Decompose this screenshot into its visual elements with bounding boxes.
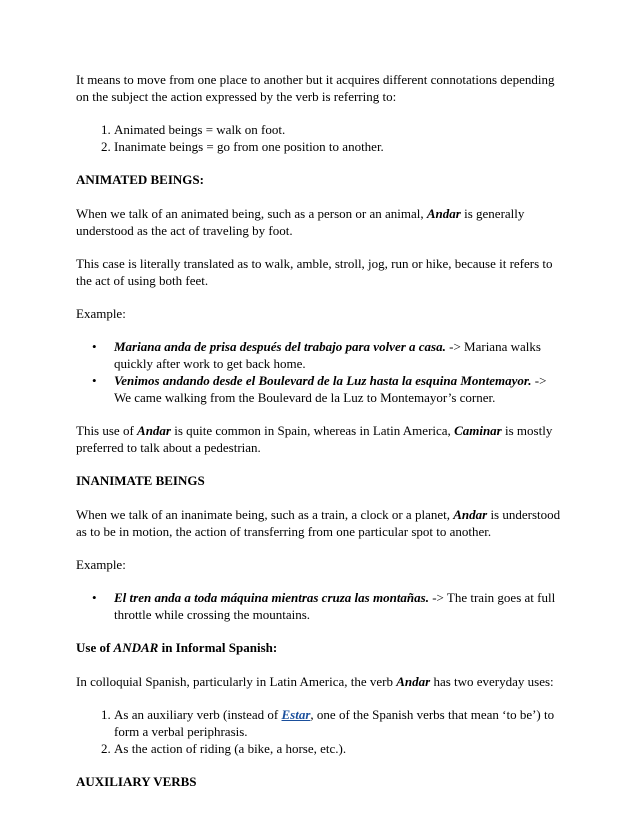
example-label: Example: [76, 557, 126, 572]
inanimate-paragraph: When we talk of an inanimate being, such as a train, a clock or a planet, Andar is understood as to be in motion, the action of transferring from one particular spot to another. [76, 507, 561, 539]
animated-paragraph: When we talk of an animated being, such as a person or an animal, Andar is generally understood as the act of traveling by foot. [76, 206, 525, 238]
intro-list [76, 121, 566, 155]
list-item: • Venimos andando desde el Boulevard de la Luz hasta la esquina Montemayor. -> We came walking from the Boulevard de la Luz to Montemayor’s corner. [92, 373, 547, 405]
list-item: 2. As the action of riding (a bike, a horse, etc.). [114, 740, 566, 757]
bullet-icon: • [92, 373, 97, 388]
estar-link[interactable]: Estar [281, 707, 311, 722]
list-item: 1. As an auxiliary verb (instead of Estar, one of the Spanish verbs that mean ‘to be’) to form a verbal periphrasis. [114, 706, 566, 740]
informal-heading: Use of ANDAR in Informal Spanish: [76, 640, 278, 655]
bullet-icon: • [92, 590, 97, 605]
list-item: • El tren anda a toda máquina mientras cruza las montañas. -> The train goes at full throttle while crossing the mountains. [92, 590, 556, 622]
example-label: Example: [76, 306, 126, 321]
informal-paragraph: In colloquial Spanish, particularly in Latin America, the verb Andar has two everyday uses: [76, 674, 554, 689]
auxiliary-heading: AUXILIARY VERBS [76, 774, 197, 789]
document-body [76, 71, 566, 807]
list-item: • Mariana anda de prisa después del trabajo para volver a casa. -> Mariana walks quickly after work to get back home. [92, 339, 541, 371]
informal-list [76, 706, 566, 757]
inanimate-examples-list [76, 589, 566, 623]
usage-paragraph: This use of Andar is quite common in Spain, whereas in Latin America, Caminar is mostly preferred to talk about a pedestrian. [76, 423, 553, 455]
intro-paragraph: It means to move from one place to another but it acquires different connotations depending on the subject the action expressed by the verb is referring to: [76, 72, 555, 104]
list-item: 2. Inanimate beings = go from one position to another. [114, 138, 566, 155]
bullet-icon: • [92, 339, 97, 354]
animated-examples-list [76, 338, 566, 406]
inanimate-heading: INANIMATE BEINGS [76, 473, 205, 488]
animated-heading: ANIMATED BEINGS: [76, 172, 204, 187]
list-item: 1. Animated beings = walk on foot. [114, 121, 566, 138]
animated-translation-paragraph: This case is literally translated as to walk, amble, stroll, jog, run or hike, because it refers to the act of using both feet. [76, 256, 553, 288]
